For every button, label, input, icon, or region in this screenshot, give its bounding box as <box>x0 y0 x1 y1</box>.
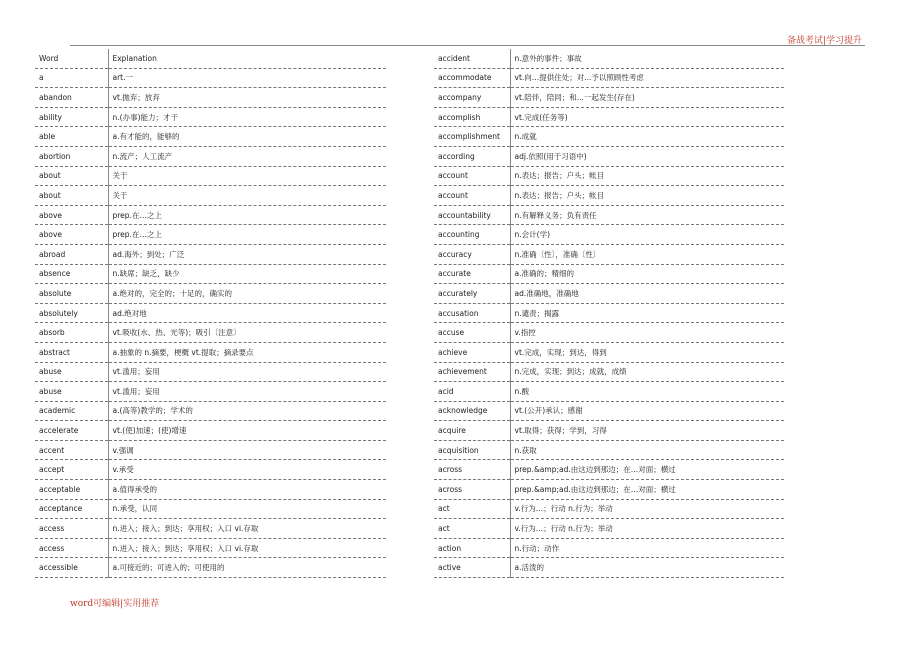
word-cell: abortion <box>35 146 108 166</box>
table-row <box>35 519 386 539</box>
word-cell: access <box>35 519 108 539</box>
table-row <box>35 205 386 225</box>
word-cell: across <box>434 460 510 480</box>
explanation-cell: a.活泼的 <box>510 558 784 578</box>
table-row <box>434 244 784 264</box>
explanation-cell: 关于 <box>108 166 386 186</box>
explanation-cell: 关于 <box>108 186 386 206</box>
explanation-cell: n.有解释义务；负有责任 <box>510 205 784 225</box>
table-row <box>434 284 784 304</box>
table-row <box>434 68 784 88</box>
explanation-cell: a.准确的；精细的 <box>510 264 784 284</box>
word-cell: abstract <box>35 342 108 362</box>
explanation-cell: ad.海外；到处；广泛 <box>108 244 386 264</box>
table-row <box>35 382 386 402</box>
word-cell: achievement <box>434 362 510 382</box>
explanation-cell: n.完成，实现；到达；成就，成绩 <box>510 362 784 382</box>
word-cell: absorb <box>35 323 108 343</box>
explanation-cell: n.缺席；缺乏，缺少 <box>108 264 386 284</box>
explanation-cell: prep.在…之上 <box>108 205 386 225</box>
table-row <box>434 519 784 539</box>
explanation-cell: vt.完成，实现；到达，得到 <box>510 342 784 362</box>
word-cell: about <box>35 186 108 206</box>
table-row <box>35 68 386 88</box>
word-cell: acceptable <box>35 480 108 500</box>
table-row <box>35 284 386 304</box>
table-row <box>35 186 386 206</box>
word-cell: acknowledge <box>434 401 510 421</box>
explanation-cell: n.进入；接入；到达；享用权；入口 vi.存取 <box>108 538 386 558</box>
word-cell: accountability <box>434 205 510 225</box>
word-cell: act <box>434 519 510 539</box>
table-row <box>35 127 386 147</box>
table-row <box>35 401 386 421</box>
explanation-cell: a.值得承受的 <box>108 480 386 500</box>
word-cell: accomplish <box>434 107 510 127</box>
word-cell: about <box>35 166 108 186</box>
word-cell: acquire <box>434 421 510 441</box>
word-cell: a <box>35 68 108 88</box>
table-row <box>434 303 784 323</box>
table-row <box>434 342 784 362</box>
table-row <box>434 49 784 68</box>
word-cell: accommodate <box>434 68 510 88</box>
word-cell: access <box>35 538 108 558</box>
table-row <box>434 225 784 245</box>
table-row <box>434 88 784 108</box>
table-row <box>434 401 784 421</box>
table-row <box>35 480 386 500</box>
table-row <box>434 362 784 382</box>
explanation-cell: n.承受，认同 <box>108 499 386 519</box>
table-row <box>434 499 784 519</box>
explanation-cell: n.进入；接入；到达；享用权；入口 vi.存取 <box>108 519 386 539</box>
table-row <box>434 205 784 225</box>
explanation-cell: ad.准确地，准确地 <box>510 284 784 304</box>
word-cell: above <box>35 225 108 245</box>
explanation-cell: n.成就 <box>510 127 784 147</box>
explanation-cell: vt.(公开)承认；感谢 <box>510 401 784 421</box>
explanation-cell: vt.陪伴，陪同；和...一起发生(存在) <box>510 88 784 108</box>
vocabulary-table-left <box>35 49 386 578</box>
word-cell: abuse <box>35 362 108 382</box>
word-cell: achieve <box>434 342 510 362</box>
word-cell: accelerate <box>35 421 108 441</box>
vocabulary-table-right-body <box>434 49 784 578</box>
word-cell: account <box>434 166 510 186</box>
explanation-cell: vt.向…提供住处；对...予以照顾性考虑 <box>510 68 784 88</box>
word-cell: abuse <box>35 382 108 402</box>
table-row <box>434 186 784 206</box>
explanation-cell: n.准确〔性〕，准确〔性〕 <box>510 244 784 264</box>
word-cell: absolute <box>35 284 108 304</box>
explanation-cell: adj.依照(用于习语中) <box>510 146 784 166</box>
vocabulary-table-right <box>434 49 784 578</box>
table-row <box>434 127 784 147</box>
word-cell: abroad <box>35 244 108 264</box>
word-cell: abandon <box>35 88 108 108</box>
explanation-cell: v.承受 <box>108 460 386 480</box>
explanation-cell: a.绝对的，完全的；十足的，确实的 <box>108 284 386 304</box>
explanation-cell: v.指控 <box>510 323 784 343</box>
explanation-cell: prep.在…之上 <box>108 225 386 245</box>
table-row <box>35 146 386 166</box>
word-cell: able <box>35 127 108 147</box>
word-cell: accounting <box>434 225 510 245</box>
explanation-cell: vt.完成(任务等) <box>510 107 784 127</box>
explanation-cell: v.行为…；行动 n.行为；举动 <box>510 499 784 519</box>
table-row <box>434 480 784 500</box>
table-row <box>434 538 784 558</box>
word-cell: across <box>434 480 510 500</box>
table-row <box>35 323 386 343</box>
explanation-cell: n.会计(学) <box>510 225 784 245</box>
explanation-cell: art.一 <box>108 68 386 88</box>
word-cell: accurate <box>434 264 510 284</box>
table-row <box>35 303 386 323</box>
table-row <box>35 460 386 480</box>
word-cell: accuse <box>434 323 510 343</box>
table-row <box>35 421 386 441</box>
table-row <box>35 440 386 460</box>
table-row <box>434 146 784 166</box>
table-row <box>434 421 784 441</box>
explanation-cell: vt.抛弃；放弃 <box>108 88 386 108</box>
explanation-cell: n.意外的事件；事故 <box>510 49 784 68</box>
table-row <box>35 166 386 186</box>
explanation-cell: prep.&amp;ad.由这边到那边；在…对面；横过 <box>510 480 784 500</box>
word-cell: accuracy <box>434 244 510 264</box>
word-cell: absolutely <box>35 303 108 323</box>
word-cell: accusation <box>434 303 510 323</box>
explanation-cell: v.行为…；行动 n.行为；举动 <box>510 519 784 539</box>
explanation-cell: n.流产；人工流产 <box>108 146 386 166</box>
explanation-cell: n.表达；报告；户头；帐目 <box>510 166 784 186</box>
word-cell: accurately <box>434 284 510 304</box>
table-row <box>35 88 386 108</box>
explanation-cell: vt.滥用；妄用 <box>108 362 386 382</box>
table-header-row <box>35 49 386 68</box>
word-cell: account <box>434 186 510 206</box>
table-row <box>35 558 386 578</box>
header-text: 备战考试|学习提升 <box>786 36 862 46</box>
column-header-word: Word <box>35 49 108 68</box>
word-cell: acquisition <box>434 440 510 460</box>
vocabulary-table-left-body <box>35 49 386 578</box>
explanation-cell: n.获取 <box>510 440 784 460</box>
table-row <box>434 264 784 284</box>
explanation-cell: vt.取得；获得；学到，习得 <box>510 421 784 441</box>
word-cell: accomplishment <box>434 127 510 147</box>
word-cell: accident <box>434 49 510 68</box>
table-row <box>35 499 386 519</box>
table-row <box>434 166 784 186</box>
explanation-cell: vt.滥用；妄用 <box>108 382 386 402</box>
word-cell: accent <box>35 440 108 460</box>
table-row <box>35 264 386 284</box>
explanation-cell: ad.绝对地 <box>108 303 386 323</box>
word-cell: above <box>35 205 108 225</box>
explanation-cell: v.强调 <box>108 440 386 460</box>
explanation-cell: n.谴责；揭露 <box>510 303 784 323</box>
table-row <box>434 323 784 343</box>
table-row <box>434 382 784 402</box>
table-row <box>434 460 784 480</box>
word-cell: academic <box>35 401 108 421</box>
word-cell: accompany <box>434 88 510 108</box>
explanation-cell: n.行动；动作 <box>510 538 784 558</box>
explanation-cell: n.酸 <box>510 382 784 402</box>
table-row <box>35 225 386 245</box>
explanation-cell: a.(高等)教学的；学术的 <box>108 401 386 421</box>
table-row <box>35 342 386 362</box>
table-row <box>434 107 784 127</box>
explanation-cell: vt.(使)加速；(使)增速 <box>108 421 386 441</box>
word-cell: action <box>434 538 510 558</box>
table-row <box>35 107 386 127</box>
word-cell: accessible <box>35 558 108 578</box>
word-cell: absence <box>35 264 108 284</box>
word-cell: active <box>434 558 510 578</box>
header-divider <box>70 45 865 46</box>
word-cell: ability <box>35 107 108 127</box>
explanation-cell: a.可接近的；可进入的；可使用的 <box>108 558 386 578</box>
table-row <box>35 362 386 382</box>
table-row <box>434 440 784 460</box>
explanation-cell: vt.吸收(水、热、光等)；吸引〔注意〕 <box>108 323 386 343</box>
explanation-cell: prep.&amp;ad.由这边到那边；在…对面；横过 <box>510 460 784 480</box>
word-cell: accept <box>35 460 108 480</box>
column-header-explanation: Explanation <box>108 49 386 68</box>
explanation-cell: a.有才能的，能够的 <box>108 127 386 147</box>
explanation-cell: a.抽象的 n.摘要，梗概 vt.提取；摘录要点 <box>108 342 386 362</box>
table-row <box>434 558 784 578</box>
table-row <box>35 538 386 558</box>
word-cell: acceptance <box>35 499 108 519</box>
word-cell: act <box>434 499 510 519</box>
explanation-cell: n.表达；报告；户头；帐目 <box>510 186 784 206</box>
footer-text: word可编辑|实用推荐 <box>70 599 160 609</box>
table-row <box>35 244 386 264</box>
explanation-cell: n.(办事)能力；才干 <box>108 107 386 127</box>
word-cell: acid <box>434 382 510 402</box>
word-cell: according <box>434 146 510 166</box>
